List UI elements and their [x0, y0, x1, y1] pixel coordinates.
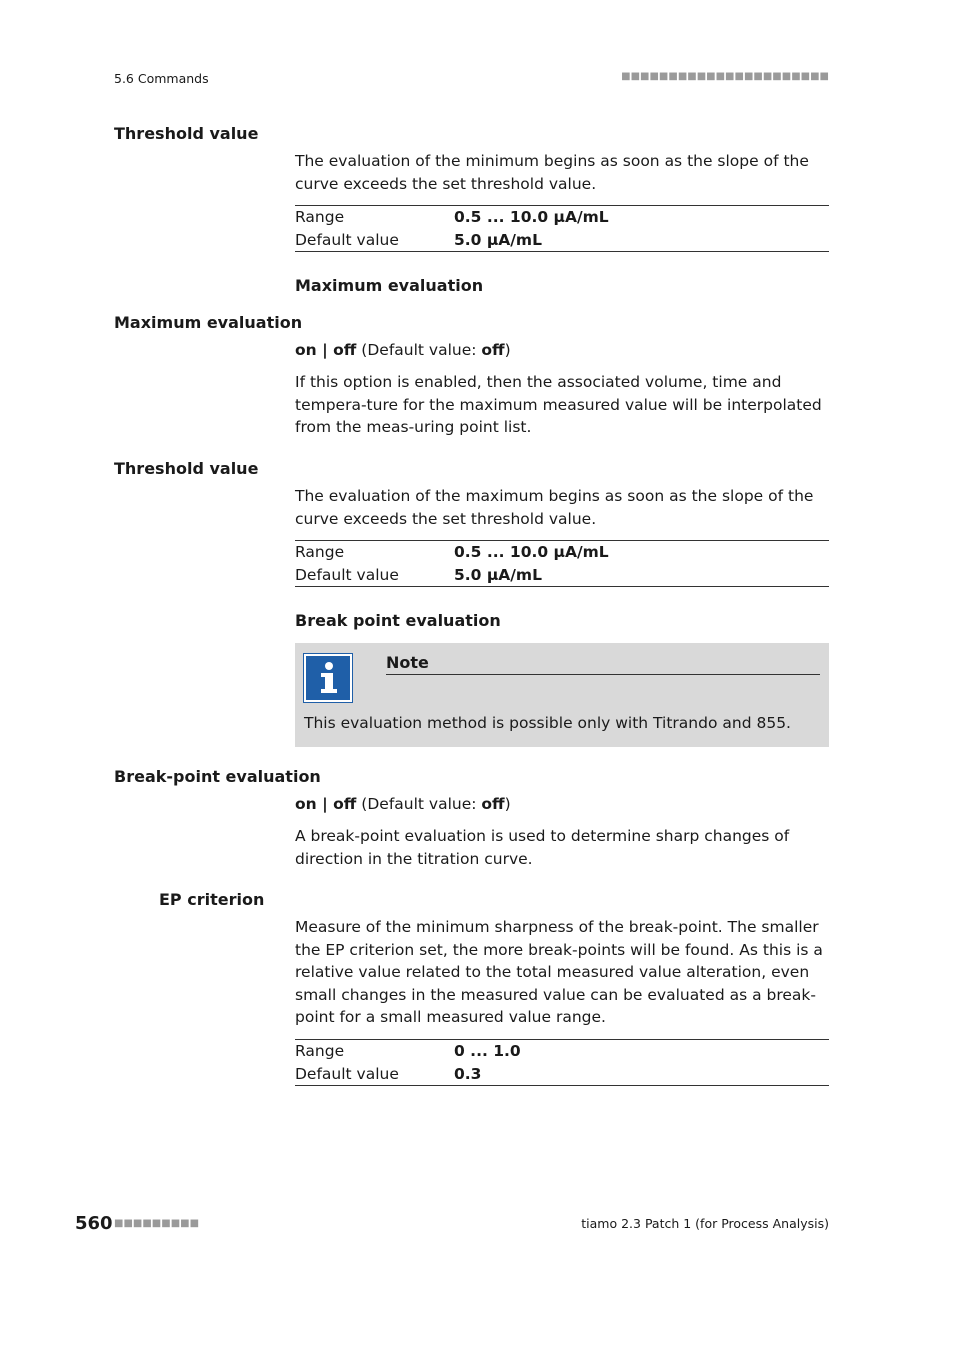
maximum-evaluation-options	[295, 339, 835, 362]
ep-criterion-text: Measure of the minimum sharpness of the break-point. The smaller the EP criterion set, the more break-points will be found. As this is a relative value related to the total measured value alteration, even small changes in the measured value can be evaluated as a break-point for a small measured value range.	[295, 918, 823, 1026]
note-divider	[386, 674, 820, 675]
default-row	[295, 564, 829, 587]
info-icon	[304, 654, 352, 702]
footer-dots: ■■■■■■■■■	[114, 1218, 200, 1229]
running-header-dots: ■■■■■■■■■■■■■■■■■■■■■■	[621, 71, 829, 82]
default-suffix: )	[504, 795, 511, 813]
threshold-min-label: Threshold value	[114, 124, 259, 143]
threshold-min-text: The evaluation of the minimum begins as soon as the slope of the curve exceeds the set threshold value.	[295, 152, 809, 193]
threshold-max-text: The evaluation of the maximum begins as soon as the slope of the curve exceeds the set threshold value.	[295, 487, 814, 528]
default-suffix: )	[504, 341, 511, 359]
note-title: Note	[386, 653, 429, 672]
footer-product: tiamo 2.3 Patch 1 (for Process Analysis)	[581, 1216, 829, 1231]
default-prefix: (Default value:	[356, 795, 482, 813]
maximum-evaluation-text: If this option is enabled, then the associated volume, time and tempera-ture for the maximum measured value will be interpolated from the meas-uring point list.	[295, 373, 822, 436]
default-prefix: (Default value:	[356, 341, 482, 359]
maximum-evaluation-label: Maximum evaluation	[114, 313, 303, 332]
threshold-max-table	[295, 540, 829, 587]
range-value: 0 ... 1.0	[454, 1042, 521, 1060]
option-separator: |	[316, 795, 334, 813]
default-option: off	[481, 341, 505, 359]
range-row	[295, 541, 829, 564]
default-value: 5.0 µA/mL	[454, 565, 542, 584]
range-key: Range	[295, 1042, 345, 1060]
threshold-min-table	[295, 205, 829, 252]
option-separator: |	[316, 341, 334, 359]
range-key: Range	[295, 208, 345, 226]
default-row	[295, 1063, 829, 1086]
break-point-evaluation-heading: Break point evaluation	[295, 611, 501, 630]
ep-criterion-label: EP criterion	[159, 890, 265, 909]
break-point-evaluation-options	[295, 793, 835, 816]
range-value: 0.5 ... 10.0 µA/mL	[454, 208, 609, 226]
range-row	[295, 206, 829, 229]
break-point-evaluation-text: A break-point evaluation is used to determine sharp changes of direction in the titration curve.	[295, 827, 790, 868]
default-key: Default value	[295, 1064, 399, 1083]
range-key: Range	[295, 543, 345, 561]
default-row	[295, 229, 829, 252]
page-number: 560	[75, 1213, 113, 1234]
default-key: Default value	[295, 230, 399, 249]
option-on: on	[295, 795, 317, 813]
range-value: 0.5 ... 10.0 µA/mL	[454, 543, 609, 561]
maximum-evaluation-heading: Maximum evaluation	[295, 276, 484, 295]
range-row	[295, 1040, 829, 1063]
note-box	[295, 643, 829, 747]
default-option: off	[481, 795, 505, 813]
default-value: 5.0 µA/mL	[454, 230, 542, 249]
ep-criterion-table	[295, 1039, 829, 1086]
threshold-max-label: Threshold value	[114, 459, 259, 478]
note-text: This evaluation method is possible only with Titrando and 855.	[304, 714, 791, 732]
option-off: off	[333, 795, 357, 813]
running-header-section: 5.6 Commands	[114, 71, 209, 86]
default-key: Default value	[295, 565, 399, 584]
break-point-evaluation-label: Break-point evaluation	[114, 767, 321, 786]
option-off: off	[333, 341, 357, 359]
option-on: on	[295, 341, 317, 359]
default-value: 0.3	[454, 1064, 482, 1083]
